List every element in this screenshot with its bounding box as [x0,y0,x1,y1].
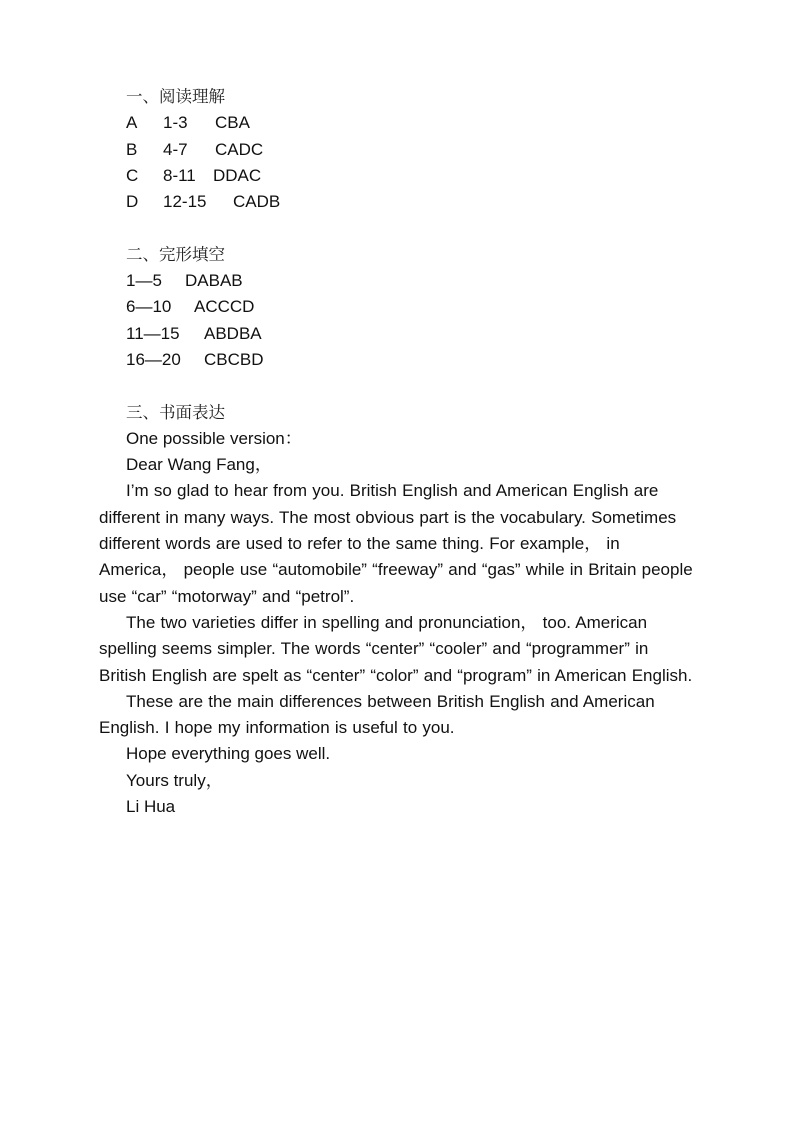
question-range: 6—10 [126,297,172,317]
answer-row [99,110,699,136]
answers: DABAB [185,271,243,291]
section-heading-writing: 三、书面表达 [126,402,225,422]
row-label: B [126,139,138,159]
question-range: 12-15 [163,192,207,212]
answers: CADB [233,192,281,212]
answers: ABDBA [204,323,262,343]
question-range: 8-11 [163,165,196,185]
answer-key-content [99,84,699,820]
answer-row [99,268,699,294]
answers: CBA [215,113,250,133]
letter-paragraph: I’m so glad to hear from you. British English and American English are different in many ways. The most obvious part is the vocabulary. Sometimes different words are used to refer to the same thing. For example， in America， people use “automobile” “freeway” and “gas” while in Britain people use “car” “motorway” and “petrol”. [99,481,693,606]
answer-row [99,189,699,215]
question-range: 16—20 [126,349,181,369]
answers: ACCCD [194,297,255,317]
question-range: 1-3 [163,113,188,133]
question-range: 4-7 [163,139,188,159]
answers: DDAC [213,165,262,185]
writing-intro: One possible version： [126,428,302,448]
letter-greeting: Dear Wang Fang， [126,455,272,475]
section-heading-reading: 一、阅读理解 [126,87,225,106]
row-label: D [126,192,139,212]
answers: CBCBD [204,349,264,369]
spacer [99,215,699,241]
letter-closing: Yours truly， [126,770,223,790]
letter-paragraph: The two varieties differ in spelling and pronunciation， too. American spelling seems simpler. The words “center” “cooler” and “programmer” in British English are spelt as “center” “color” and “program” in American English. [99,612,693,685]
section-heading-cloze: 二、完形填空 [126,244,225,264]
letter-paragraph: These are the main differences between British English and American English. I hope my information is useful to you. [99,691,655,738]
question-range: 1—5 [126,271,162,291]
answer-row [99,163,699,189]
row-label: C [126,165,139,185]
answer-row [99,347,699,373]
answer-row [99,137,699,163]
spacer [99,373,699,399]
answer-row [99,321,699,347]
letter-signature: Li Hua [126,797,176,817]
letter-wish: Hope everything goes well. [126,744,331,764]
answer-row [99,294,699,320]
question-range: 11—15 [126,323,180,343]
row-label: A [126,113,138,133]
answers: CADC [215,139,264,159]
